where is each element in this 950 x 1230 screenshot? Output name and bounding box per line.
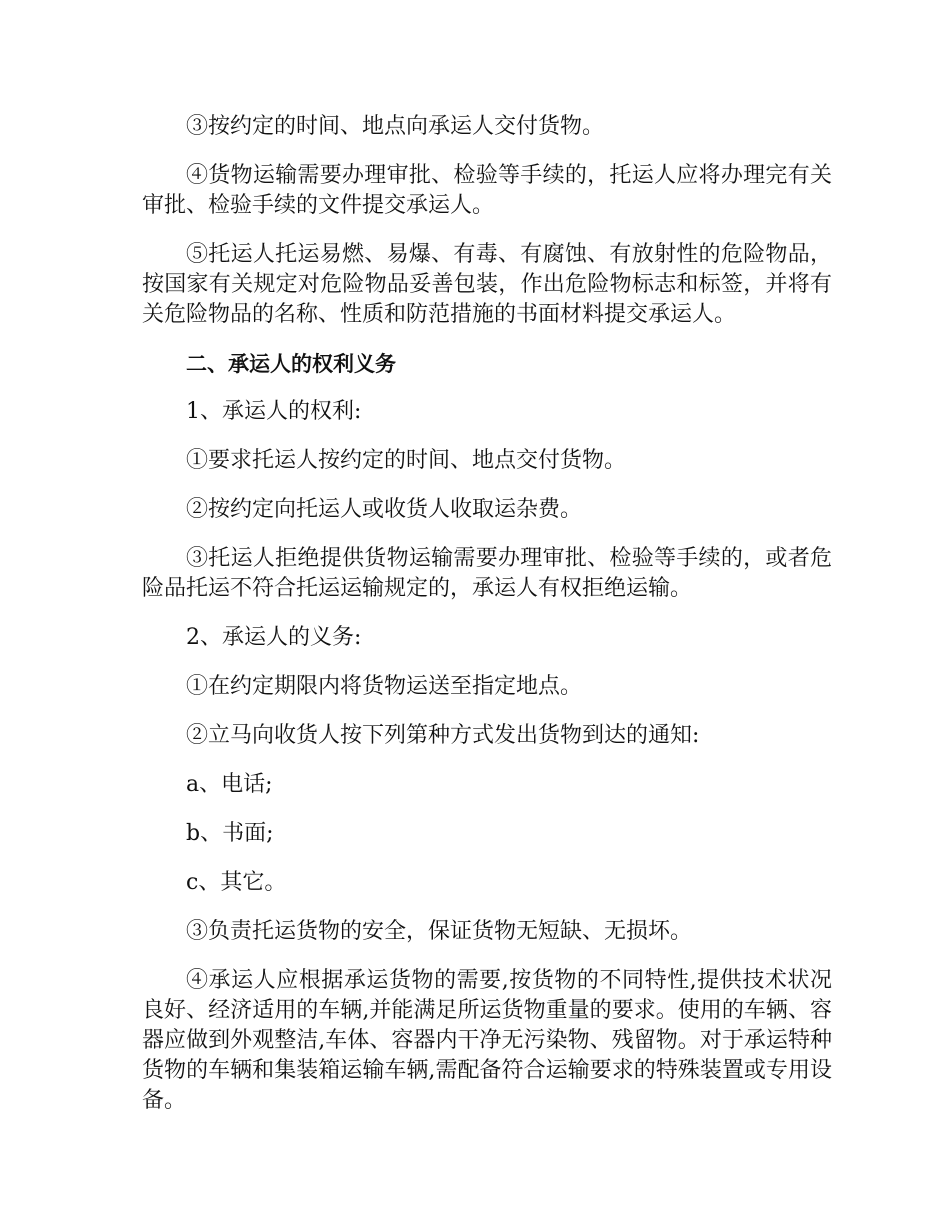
duties-option-b: b、书面; bbox=[186, 821, 274, 846]
rights-item-2: ②按约定向托运人或收货人收取运杂费。 bbox=[186, 497, 583, 522]
rights-title: 1、承运人的权利: bbox=[186, 399, 362, 424]
rights-item-3: ③托运人拒绝提供货物运输需要办理审批、检验等手续的，或者危险品托运不符合托运运输规定的，承运人有权拒绝运输。 bbox=[142, 546, 832, 601]
paragraph-shipper-duty-3: ③按约定的时间、地点向承运人交付货物。 bbox=[186, 114, 605, 139]
duties-title: 2、承运人的义务: bbox=[186, 625, 362, 650]
duties-item-3: ③负责托运货物的安全，保证货物无短缺、无损坏。 bbox=[186, 919, 693, 944]
duties-option-a: a、电话; bbox=[186, 772, 273, 797]
duties-item-2: ②立马向收货人按下列第种方式发出货物到达的通知: bbox=[186, 723, 700, 748]
duties-item-1: ①在约定期限内将货物运送至指定地点。 bbox=[186, 674, 583, 699]
paragraph-shipper-duty-4: ④货物运输需要办理审批、检验等手续的，托运人应将办理完有关审批、检验手续的文件提交承运人。 bbox=[142, 163, 832, 218]
rights-item-1: ①要求托运人按约定的时间、地点交付货物。 bbox=[186, 448, 627, 473]
document-page bbox=[142, 112, 832, 1135]
duties-option-c: c、其它。 bbox=[186, 870, 287, 895]
paragraph-shipper-duty-5: ⑤托运人托运易燃、易爆、有毒、有腐蚀、有放射性的危险物品，按国家有关规定对危险物品妥善包装，作出危险物标志和标签，并将有关危险物品的名称、性质和防范措施的书面材料提交承运人。 bbox=[142, 242, 832, 327]
section-heading: 二、承运人的权利义务 bbox=[186, 352, 396, 376]
duties-item-4: ④承运人应根据承运货物的需要,按货物的不同特性,提供技术状况良好、经济适用的车辆,并能满足所运货物重量的要求。使用的车辆、容器应做到外观整洁,车体、容器内干净无污染物、残留物。对于承运特种货物的车辆和集装箱运输车辆,需配备符合运输要求的特殊装置或专用设备。 bbox=[142, 968, 832, 1113]
